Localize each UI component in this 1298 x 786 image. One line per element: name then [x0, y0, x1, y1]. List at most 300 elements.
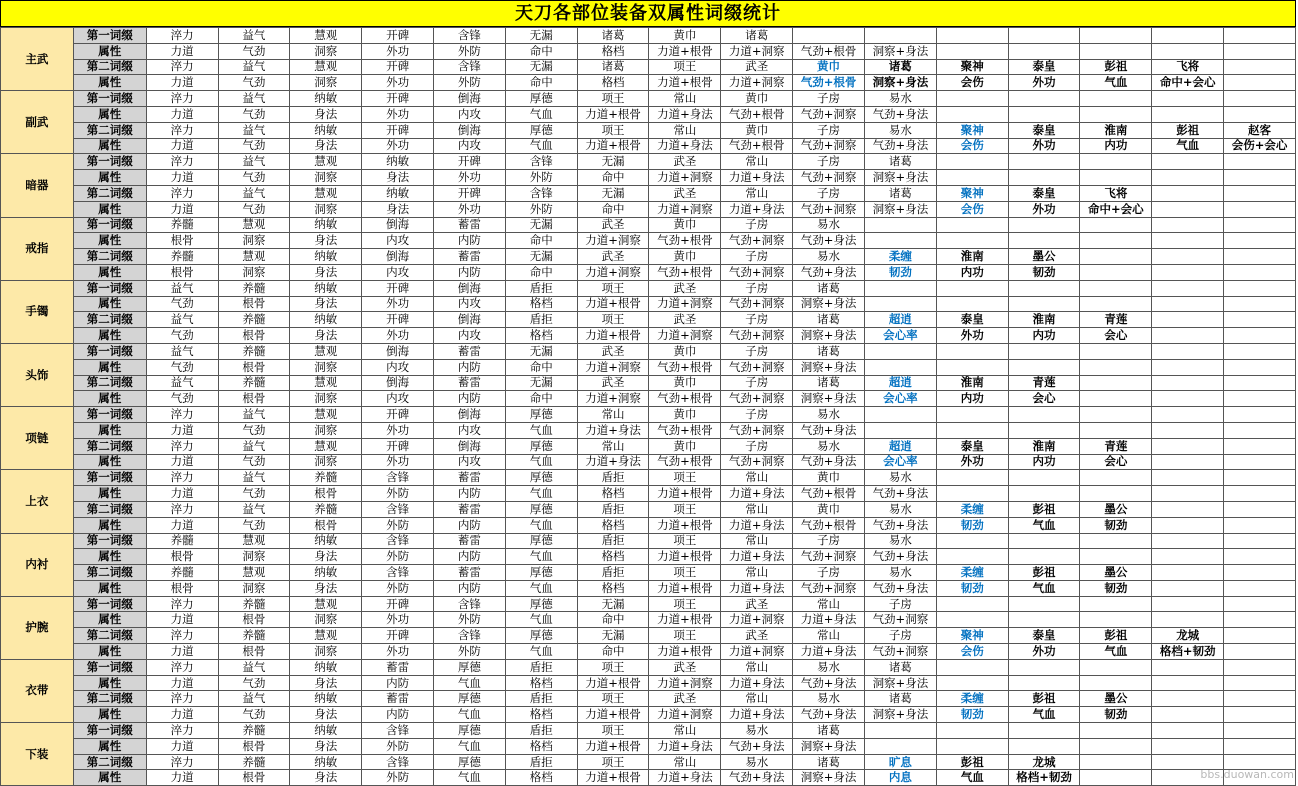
table-cell: 力道+身法: [721, 549, 793, 565]
empty-cell: [1080, 233, 1152, 249]
table-cell: 倒海: [434, 438, 506, 454]
empty-cell: [1008, 154, 1080, 170]
table-row: [1, 659, 1296, 675]
table-cell: 诸葛: [793, 343, 865, 359]
table-cell: 气劲+洞察: [721, 359, 793, 375]
table-cell: 格档: [505, 770, 577, 786]
table-cell: 武圣: [721, 628, 793, 644]
table-cell: 彭祖: [1008, 691, 1080, 707]
empty-cell: [936, 723, 1008, 739]
table-cell: 含锋: [362, 754, 434, 770]
table-cell: 泰皇: [1008, 185, 1080, 201]
table-cell: 洞察+身法: [793, 770, 865, 786]
table-cell: 益气: [218, 28, 290, 44]
table-cell: 力道+根骨: [649, 43, 721, 59]
table-cell: 洞察+身法: [793, 391, 865, 407]
table-cell: 气劲: [218, 454, 290, 470]
table-cell: 气劲+洞察: [793, 138, 865, 154]
table-cell: 飞将: [1080, 185, 1152, 201]
row-label: 属性: [73, 770, 146, 786]
table-cell: 武圣: [649, 691, 721, 707]
table-cell: 韧劲: [1008, 264, 1080, 280]
slot-name: 护腕: [1, 596, 74, 659]
slot-name: 主武: [1, 28, 74, 91]
table-cell: 黄巾: [649, 28, 721, 44]
empty-cell: [1224, 217, 1296, 233]
table-cell: 气劲+洞察: [721, 296, 793, 312]
empty-cell: [1080, 106, 1152, 122]
table-cell: 诸葛: [864, 59, 936, 75]
empty-cell: [1152, 170, 1224, 186]
empty-cell: [1224, 454, 1296, 470]
table-cell: 命中: [577, 170, 649, 186]
empty-cell: [864, 233, 936, 249]
table-cell: 会心: [1008, 391, 1080, 407]
table-cell: 诸葛: [864, 691, 936, 707]
table-cell: 常山: [721, 659, 793, 675]
empty-cell: [1080, 486, 1152, 502]
table-row: [1, 675, 1296, 691]
table-cell: 会伤+会心: [1224, 138, 1296, 154]
table-cell: 外防: [362, 770, 434, 786]
table-cell: 纳敏: [290, 280, 362, 296]
empty-cell: [1224, 517, 1296, 533]
table-cell: 益气: [146, 375, 218, 391]
table-cell: 根骨: [218, 738, 290, 754]
table-cell: 慧观: [290, 154, 362, 170]
table-cell: 慧观: [290, 438, 362, 454]
row-label: 属性: [73, 359, 146, 375]
table-cell: 厚德: [434, 723, 506, 739]
table-cell: 会心率: [864, 391, 936, 407]
table-row: [1, 707, 1296, 723]
row-label: 属性: [73, 549, 146, 565]
table-cell: 力道+根骨: [577, 707, 649, 723]
table-cell: 墨公: [1080, 501, 1152, 517]
table-cell: 力道: [146, 644, 218, 660]
table-cell: 气血: [505, 454, 577, 470]
table-cell: 黄巾: [721, 122, 793, 138]
table-cell: 韧劲: [864, 264, 936, 280]
empty-cell: [1224, 691, 1296, 707]
table-cell: 倒海: [362, 343, 434, 359]
table-cell: 含锋: [362, 501, 434, 517]
empty-cell: [1152, 375, 1224, 391]
empty-cell: [1224, 185, 1296, 201]
table-cell: 内防: [434, 486, 506, 502]
table-cell: 厚德: [505, 470, 577, 486]
table-cell: 根骨: [146, 233, 218, 249]
table-cell: 外功: [362, 43, 434, 59]
table-cell: 命中+会心: [1080, 201, 1152, 217]
table-cell: 子房: [721, 407, 793, 423]
table-cell: 气血: [434, 738, 506, 754]
table-row: [1, 264, 1296, 280]
empty-cell: [1152, 501, 1224, 517]
table-cell: 项王: [649, 596, 721, 612]
table-cell: 气劲+洞察: [793, 201, 865, 217]
table-cell: 外防: [362, 486, 434, 502]
table-cell: 气劲+身法: [864, 138, 936, 154]
empty-cell: [1224, 328, 1296, 344]
table-cell: 气劲+根骨: [649, 359, 721, 375]
table-cell: 养髓: [146, 217, 218, 233]
row-label: 属性: [73, 580, 146, 596]
slot-name: 上衣: [1, 470, 74, 533]
row-label: 第一词缀: [73, 723, 146, 739]
table-cell: 益气: [146, 343, 218, 359]
table-cell: 含锋: [362, 533, 434, 549]
table-cell: 力道+身法: [721, 486, 793, 502]
table-cell: 气劲+根骨: [649, 422, 721, 438]
table-cell: 黄巾: [649, 375, 721, 391]
table-cell: 武圣: [577, 217, 649, 233]
table-cell: 开碑: [362, 438, 434, 454]
table-row: [1, 754, 1296, 770]
table-cell: 项王: [649, 565, 721, 581]
empty-cell: [1224, 675, 1296, 691]
table-cell: 力道+身法: [577, 422, 649, 438]
table-cell: 常山: [649, 723, 721, 739]
table-cell: 力道+洞察: [649, 328, 721, 344]
row-label: 属性: [73, 233, 146, 249]
table-cell: 养髓: [218, 280, 290, 296]
empty-cell: [1224, 501, 1296, 517]
empty-cell: [1152, 296, 1224, 312]
table-cell: 项王: [649, 501, 721, 517]
table-cell: 淮南: [1008, 438, 1080, 454]
table-cell: 气血: [434, 675, 506, 691]
table-cell: 内防: [434, 233, 506, 249]
empty-cell: [1152, 391, 1224, 407]
table-cell: 无漏: [577, 596, 649, 612]
table-cell: 力道+根骨: [577, 106, 649, 122]
table-cell: 根骨: [146, 580, 218, 596]
table-cell: 盾拒: [505, 280, 577, 296]
table-cell: 力道: [146, 138, 218, 154]
empty-cell: [864, 343, 936, 359]
empty-cell: [1152, 438, 1224, 454]
empty-cell: [1008, 43, 1080, 59]
empty-cell: [1080, 343, 1152, 359]
table-cell: 倒海: [434, 280, 506, 296]
table-cell: 外功: [1008, 138, 1080, 154]
table-cell: 命中: [577, 201, 649, 217]
table-cell: 气劲+身法: [721, 770, 793, 786]
table-row: [1, 486, 1296, 502]
row-label: 属性: [73, 328, 146, 344]
table-row: [1, 580, 1296, 596]
table-cell: 厚德: [434, 659, 506, 675]
empty-cell: [1080, 675, 1152, 691]
row-label: 属性: [73, 675, 146, 691]
table-cell: 益气: [218, 154, 290, 170]
empty-cell: [1080, 391, 1152, 407]
row-label: 属性: [73, 391, 146, 407]
table-cell: 武圣: [649, 659, 721, 675]
empty-cell: [1224, 312, 1296, 328]
table-cell: 力道+身法: [721, 580, 793, 596]
empty-cell: [1080, 249, 1152, 265]
table-cell: 墨公: [1008, 249, 1080, 265]
table-cell: 易水: [864, 470, 936, 486]
table-cell: 含锋: [362, 470, 434, 486]
empty-cell: [1152, 312, 1224, 328]
table-cell: 外功: [362, 328, 434, 344]
table-cell: 子房: [793, 91, 865, 107]
row-label: 属性: [73, 707, 146, 723]
table-row: [1, 170, 1296, 186]
table-cell: 内攻: [434, 138, 506, 154]
table-cell: 养髓: [290, 470, 362, 486]
table-cell: 厚德: [505, 122, 577, 138]
table-cell: 淬力: [146, 628, 218, 644]
row-label: 第一词缀: [73, 154, 146, 170]
empty-cell: [1008, 407, 1080, 423]
row-label: 属性: [73, 486, 146, 502]
table-row: [1, 106, 1296, 122]
table-cell: 淬力: [146, 659, 218, 675]
table-cell: 盾拒: [577, 533, 649, 549]
table-cell: 力道+身法: [721, 201, 793, 217]
table-cell: 诸葛: [793, 375, 865, 391]
table-cell: 外功: [362, 106, 434, 122]
table-cell: 命中: [577, 612, 649, 628]
row-label: 第二词缀: [73, 691, 146, 707]
empty-cell: [1224, 233, 1296, 249]
table-cell: 淬力: [146, 723, 218, 739]
table-cell: 内防: [434, 517, 506, 533]
table-cell: 韧劲: [936, 707, 1008, 723]
empty-cell: [1224, 438, 1296, 454]
table-row: [1, 296, 1296, 312]
empty-cell: [1152, 454, 1224, 470]
slot-name: 头饰: [1, 343, 74, 406]
table-cell: 盾拒: [505, 691, 577, 707]
table-cell: 子房: [793, 533, 865, 549]
table-cell: 韧劲: [936, 517, 1008, 533]
table-cell: 内防: [362, 675, 434, 691]
empty-cell: [1224, 201, 1296, 217]
table-cell: 无漏: [505, 249, 577, 265]
table-cell: 厚德: [505, 501, 577, 517]
table-cell: 盾拒: [505, 723, 577, 739]
row-label: 属性: [73, 201, 146, 217]
table-cell: 易水: [864, 533, 936, 549]
table-row: [1, 438, 1296, 454]
table-cell: 根骨: [218, 612, 290, 628]
table-cell: 身法: [290, 675, 362, 691]
empty-cell: [1152, 407, 1224, 423]
table-cell: 开碑: [362, 407, 434, 423]
empty-cell: [1008, 533, 1080, 549]
table-cell: 格档: [505, 328, 577, 344]
table-cell: 力道: [146, 486, 218, 502]
table-cell: 龙城: [1152, 628, 1224, 644]
table-cell: 根骨: [146, 264, 218, 280]
table-row: [1, 375, 1296, 391]
empty-cell: [1152, 565, 1224, 581]
table-cell: 蓄雷: [434, 375, 506, 391]
empty-cell: [793, 28, 865, 44]
table-cell: 格档+韧劲: [1008, 770, 1080, 786]
table-cell: 气劲+根骨: [649, 264, 721, 280]
table-cell: 超逍: [864, 312, 936, 328]
empty-cell: [1224, 470, 1296, 486]
table-cell: 格档: [505, 707, 577, 723]
table-cell: 力道+根骨: [577, 770, 649, 786]
empty-cell: [1224, 43, 1296, 59]
table-row: [1, 612, 1296, 628]
table-cell: 外功: [362, 644, 434, 660]
table-cell: 蓄雷: [434, 501, 506, 517]
empty-cell: [936, 738, 1008, 754]
empty-cell: [1152, 106, 1224, 122]
table-cell: 格档: [577, 549, 649, 565]
table-cell: 会伤: [936, 644, 1008, 660]
empty-cell: [936, 91, 1008, 107]
table-cell: 力道+身法: [793, 612, 865, 628]
table-cell: 洞察: [290, 43, 362, 59]
table-cell: 力道+身法: [721, 170, 793, 186]
table-row: [1, 217, 1296, 233]
table-cell: 开碑: [434, 154, 506, 170]
empty-cell: [1152, 486, 1224, 502]
table-cell: 气劲+根骨: [649, 454, 721, 470]
empty-cell: [1008, 422, 1080, 438]
table-cell: 含锋: [505, 185, 577, 201]
row-label: 属性: [73, 138, 146, 154]
table-cell: 气劲+根骨: [649, 391, 721, 407]
empty-cell: [1080, 549, 1152, 565]
table-cell: 黄巾: [649, 438, 721, 454]
empty-cell: [936, 470, 1008, 486]
empty-cell: [864, 280, 936, 296]
table-row: [1, 75, 1296, 91]
table-cell: 子房: [721, 312, 793, 328]
row-label: 属性: [73, 644, 146, 660]
table-cell: 内防: [362, 707, 434, 723]
table-cell: 倒海: [362, 249, 434, 265]
table-cell: 气劲+洞察: [793, 580, 865, 596]
table-cell: 慧观: [218, 533, 290, 549]
table-cell: 泰皇: [1008, 628, 1080, 644]
table-cell: 气劲+洞察: [721, 454, 793, 470]
table-cell: 常山: [793, 596, 865, 612]
table-cell: 洞察+身法: [793, 359, 865, 375]
table-cell: 武圣: [721, 59, 793, 75]
table-cell: 淬力: [146, 91, 218, 107]
table-cell: 常山: [721, 691, 793, 707]
slot-name: 项链: [1, 407, 74, 470]
empty-cell: [936, 533, 1008, 549]
table-cell: 慧观: [290, 407, 362, 423]
table-cell: 开碑: [362, 28, 434, 44]
table-cell: 内攻: [434, 106, 506, 122]
table-cell: 武圣: [649, 312, 721, 328]
row-label: 属性: [73, 264, 146, 280]
table-cell: 气血: [505, 106, 577, 122]
table-cell: 泰皇: [936, 312, 1008, 328]
empty-cell: [936, 359, 1008, 375]
empty-cell: [1224, 549, 1296, 565]
table-cell: 气劲+根骨: [793, 75, 865, 91]
table-cell: 外功: [362, 422, 434, 438]
table-cell: 赵客: [1224, 122, 1296, 138]
table-cell: 气劲: [146, 391, 218, 407]
table-cell: 身法: [290, 138, 362, 154]
empty-cell: [936, 549, 1008, 565]
table-cell: 力道+身法: [649, 138, 721, 154]
empty-cell: [1224, 91, 1296, 107]
empty-cell: [1152, 28, 1224, 44]
table-cell: 益气: [146, 312, 218, 328]
table-cell: 开碑: [362, 596, 434, 612]
empty-cell: [1080, 375, 1152, 391]
empty-cell: [936, 217, 1008, 233]
table-cell: 淮南: [1080, 122, 1152, 138]
table-cell: 洞察: [290, 391, 362, 407]
table-cell: 内攻: [362, 359, 434, 375]
table-cell: 益气: [218, 122, 290, 138]
table-cell: 慧观: [290, 28, 362, 44]
table-cell: 外防: [505, 201, 577, 217]
table-row: [1, 138, 1296, 154]
table-cell: 纳敏: [362, 185, 434, 201]
table-cell: 无漏: [577, 185, 649, 201]
empty-cell: [1008, 675, 1080, 691]
table-cell: 根骨: [218, 644, 290, 660]
table-cell: 力道+根骨: [649, 644, 721, 660]
table-cell: 命中: [577, 644, 649, 660]
table-cell: 纳敏: [290, 723, 362, 739]
table-cell: 易水: [793, 249, 865, 265]
table-row: [1, 154, 1296, 170]
empty-cell: [1224, 154, 1296, 170]
watermark: bbs.duowan.com: [1200, 768, 1294, 781]
empty-cell: [936, 106, 1008, 122]
table-cell: 力道+身法: [577, 454, 649, 470]
row-label: 属性: [73, 738, 146, 754]
table-cell: 力道+洞察: [649, 675, 721, 691]
table-cell: 淬力: [146, 122, 218, 138]
table-cell: 内功: [1080, 138, 1152, 154]
table-cell: 洞察+身法: [793, 296, 865, 312]
table-cell: 力道+身法: [721, 707, 793, 723]
table-cell: 洞察: [218, 264, 290, 280]
table-cell: 气劲+身法: [864, 549, 936, 565]
table-cell: 慧观: [218, 217, 290, 233]
table-cell: 易水: [864, 122, 936, 138]
table-cell: 洞察: [290, 644, 362, 660]
table-cell: 气血: [1080, 644, 1152, 660]
empty-cell: [1080, 91, 1152, 107]
table-cell: 力道: [146, 170, 218, 186]
table-cell: 格档: [577, 486, 649, 502]
table-cell: 气劲+身法: [793, 707, 865, 723]
table-cell: 黄巾: [793, 501, 865, 517]
table-cell: 厚德: [505, 407, 577, 423]
table-cell: 气劲+身法: [864, 517, 936, 533]
table-cell: 武圣: [577, 249, 649, 265]
table-cell: 子房: [793, 122, 865, 138]
table-cell: 易水: [793, 659, 865, 675]
table-cell: 力道: [146, 75, 218, 91]
table-cell: 内攻: [434, 422, 506, 438]
empty-cell: [936, 170, 1008, 186]
table-cell: 养髓: [146, 249, 218, 265]
table-cell: 气劲: [218, 675, 290, 691]
